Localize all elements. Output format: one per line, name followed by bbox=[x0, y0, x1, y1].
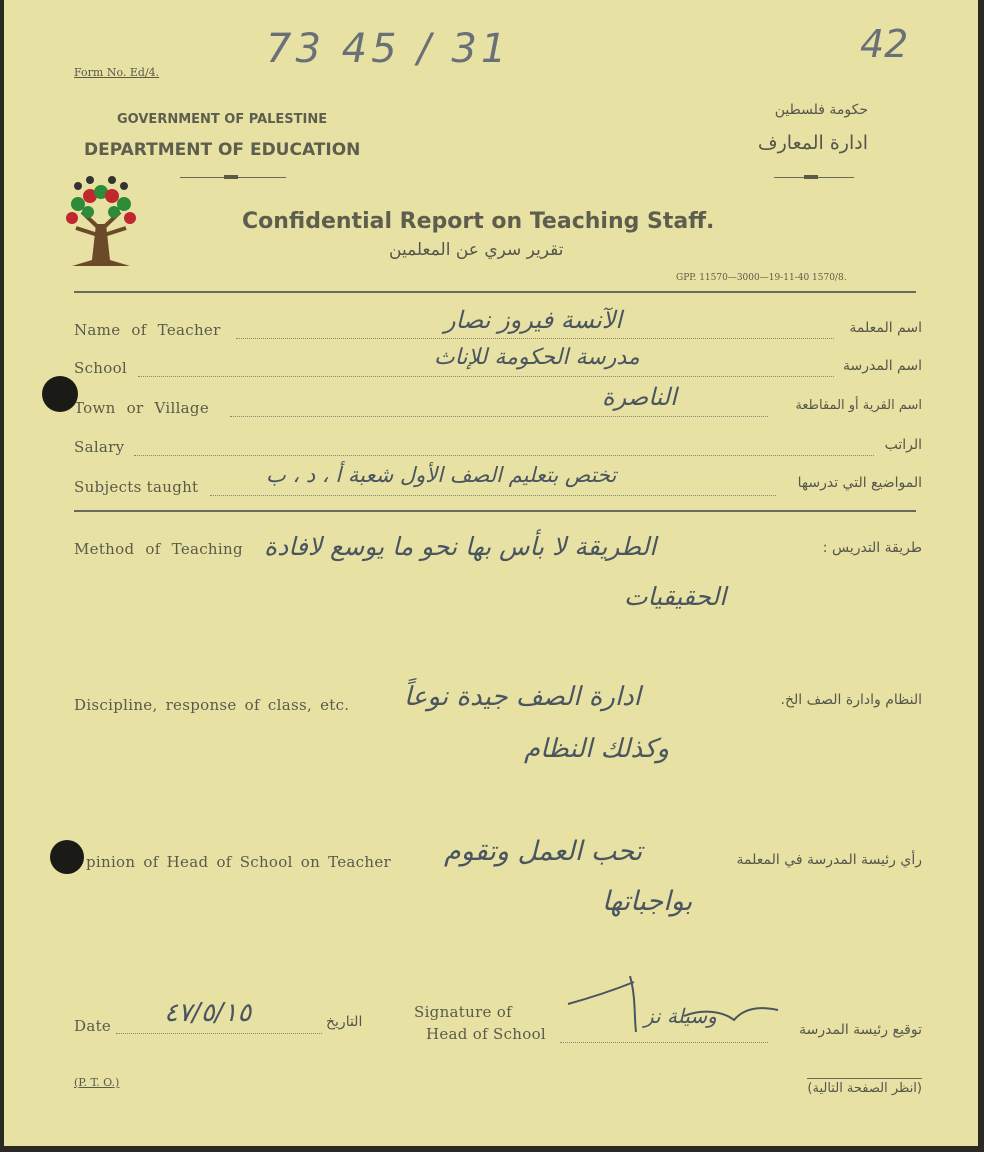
name-line bbox=[236, 338, 834, 339]
department-heading-arabic: ادارة المعارف bbox=[757, 132, 868, 154]
method-label: Method of Teaching bbox=[74, 540, 243, 558]
discipline-label: Discipline, response of class, etc. bbox=[74, 696, 350, 714]
header-divider-left-mark bbox=[224, 175, 238, 179]
punch-hole-bottom bbox=[50, 840, 84, 874]
subjects-value: تختص بتعليم الصف الأول شعبة أ ، د ، ب bbox=[266, 463, 617, 487]
name-value: الآنسة فيروز نصار bbox=[444, 306, 623, 334]
department-heading: DEPARTMENT OF EDUCATION bbox=[84, 140, 361, 160]
town-label: Town or Village bbox=[74, 399, 209, 417]
form-number: Form No. Ed/4. bbox=[74, 66, 160, 79]
report-form bbox=[4, 0, 978, 1146]
method-label-arabic: طريقة التدريس : bbox=[822, 540, 922, 556]
print-code: GPP. 11570—3000—19-11-40 1570/8. bbox=[676, 273, 847, 283]
government-heading-arabic: حكومة فلسطين bbox=[774, 102, 868, 118]
school-line bbox=[138, 376, 834, 377]
date-label-arabic: التاريخ bbox=[326, 1014, 363, 1030]
town-label-arabic: اسم القرية أو المقاطعة bbox=[795, 398, 922, 413]
school-value: مدرسة الحكومة للإناث bbox=[434, 345, 640, 370]
town-line bbox=[230, 416, 768, 417]
opinion-label: pinion of Head of School on Teacher bbox=[86, 853, 391, 871]
pto-text-arabic: (انظر الصفحة التالية) bbox=[807, 1078, 922, 1096]
signature-label-line1: Signature of bbox=[414, 1003, 512, 1021]
salary-label-arabic: الراتب bbox=[884, 437, 922, 453]
page-number: 42 bbox=[860, 22, 909, 66]
date-line bbox=[116, 1033, 322, 1034]
method-value-line2: الحقيقيات bbox=[624, 582, 727, 611]
salary-line bbox=[134, 455, 874, 456]
subjects-line bbox=[210, 495, 776, 496]
school-label: School bbox=[74, 359, 127, 377]
reference-number: 73 45 / 31 bbox=[266, 26, 511, 72]
tree-of-people-logo-icon bbox=[62, 172, 140, 272]
subjects-label-arabic: المواضيع التي تدرسها bbox=[797, 475, 922, 491]
opinion-label-arabic: رأي رئيسة المدرسة في المعلمة bbox=[736, 852, 922, 868]
name-label-arabic: اسم المعلمة bbox=[849, 320, 922, 336]
report-title: Confidential Report on Teaching Staff. bbox=[242, 209, 715, 234]
school-label-arabic: اسم المدرسة bbox=[843, 358, 922, 374]
header-divider-right-mark bbox=[804, 175, 818, 179]
government-heading: GOVERNMENT OF PALESTINE bbox=[117, 112, 328, 127]
pto-text: (P. T. O.) bbox=[74, 1076, 120, 1089]
subjects-label: Subjects taught bbox=[74, 478, 199, 496]
discipline-value-line1: ادارة الصف جيدة نوعاً bbox=[404, 682, 641, 712]
signature-label-line2: Head of School bbox=[426, 1025, 547, 1043]
signature-value: وسيلة نز bbox=[644, 1004, 717, 1028]
date-label: Date bbox=[74, 1017, 112, 1035]
title-rule bbox=[74, 291, 916, 293]
opinion-value-line2: بواجباتها bbox=[602, 886, 693, 917]
name-label: Name of Teacher bbox=[74, 321, 221, 339]
punch-hole-top bbox=[42, 376, 78, 412]
discipline-label-arabic: النظام وادارة الصف الخ. bbox=[780, 692, 922, 708]
signature-label-arabic: توقيع رئيسة المدرسة bbox=[799, 1022, 922, 1038]
discipline-value-line2: وكذلك النظام bbox=[524, 734, 670, 764]
report-title-arabic: تقرير سري عن المعلمين bbox=[389, 240, 564, 260]
date-value: ٤٧/٥/١٥ bbox=[164, 998, 252, 1028]
method-value-line1: الطريقة لا بأس بها نحو ما يوسع لافادة bbox=[264, 532, 657, 561]
opinion-value-line1: تحب العمل وتقوم bbox=[444, 836, 643, 867]
salary-label: Salary bbox=[74, 438, 125, 456]
town-value: الناصرة bbox=[602, 383, 677, 411]
fields-rule bbox=[74, 510, 916, 512]
